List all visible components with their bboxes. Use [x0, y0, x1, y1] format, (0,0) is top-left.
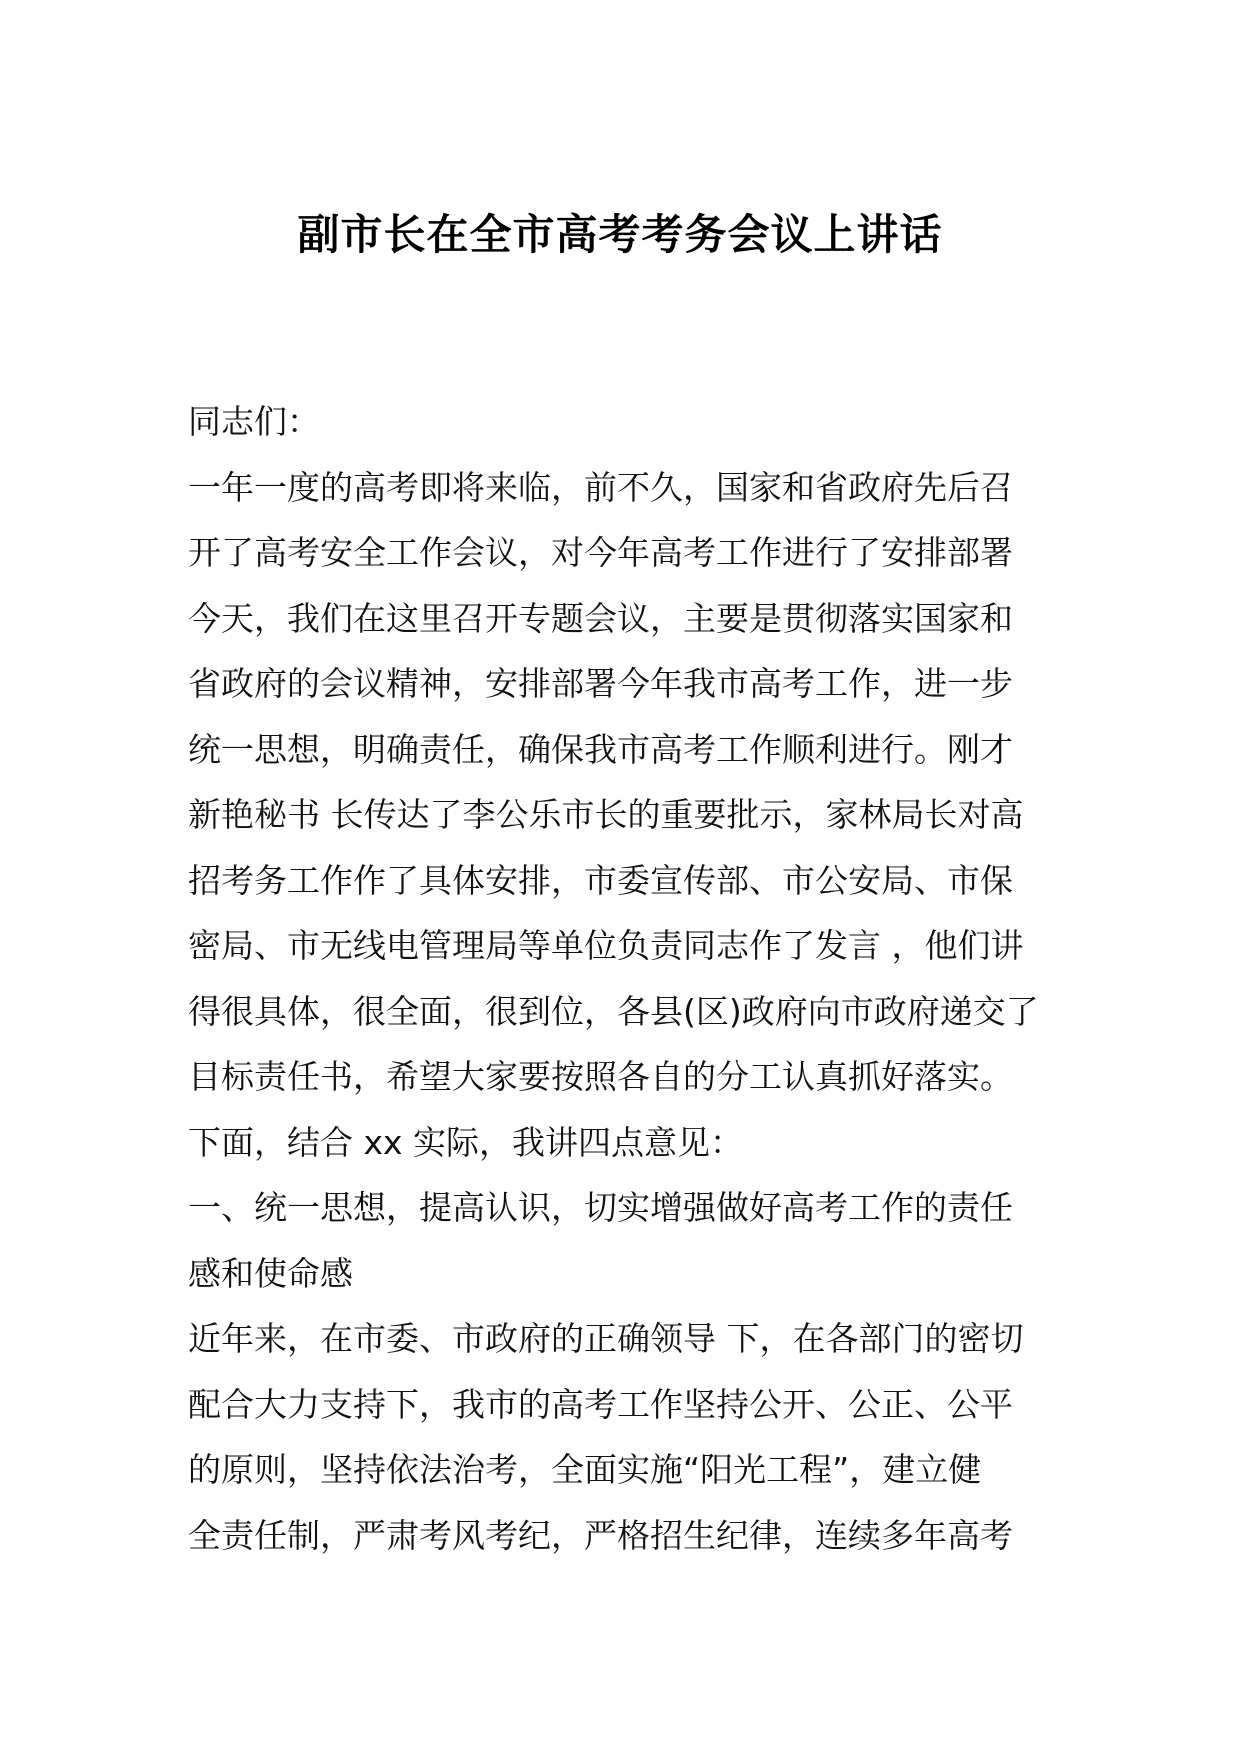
- text-line: 同志们：: [188, 402, 320, 441]
- text-line: 一年一度的高考即将来临，前不久，国家和省政府先后召: [188, 467, 1013, 507]
- text-line: 配合大力支持下，我市的高考工作坚持公开、公正、公平: [188, 1384, 1013, 1424]
- section-heading-line: 感和使命感: [188, 1253, 353, 1293]
- text-line: 目标责任书，希望大家要按照各自的分工认真抓好落实。: [188, 1057, 1013, 1096]
- text-line: 下面，结合 xx 实际，我讲四点意见：: [188, 1122, 744, 1162]
- text-line: 今天，我们在这里召开专题会议，主要是贯彻落实国家和: [188, 598, 1013, 638]
- section-heading-line: 一、统一思想，提高认识，切实增强做好高考工作的责任: [188, 1188, 1013, 1227]
- text-line: 密局、市无线电管理局等单位负责同志作了发言 ，他们讲: [188, 926, 1024, 965]
- text-line: 近年来，在市委、市政府的正确领导 下，在各部门的密切: [188, 1319, 1024, 1358]
- text-line: 招考务工作作了具体安排，市委宣传部、市公安局、市保: [188, 860, 1013, 900]
- document-title: 副市长在全市高考考务会议上讲话: [297, 210, 943, 259]
- text-line: 新艳秘书 长传达了李公乐市长的重要批示，家林局长对高: [188, 795, 1024, 834]
- text-line: 开了高考安全工作会议，对今年高考工作进行了安排部署: [188, 533, 1013, 572]
- text-line: 省政府的会议精神，安排部署今年我市高考工作，进一步: [188, 664, 1013, 703]
- document-body: [188, 389, 1068, 1568]
- text-line: 统一思想，明确责任，确保我市高考工作顺利进行。刚才: [188, 729, 1013, 769]
- text-line: 得很具体，很全面，很到位，各县(区)政府向市政府递交了: [188, 991, 1039, 1031]
- text-line: 的原则，坚持依法治考，全面实施“阳光工程”，建立健: [188, 1450, 982, 1489]
- text-line: 全责任制，严肃考风考纪，严格招生纪律，连续多年高考: [188, 1515, 1013, 1555]
